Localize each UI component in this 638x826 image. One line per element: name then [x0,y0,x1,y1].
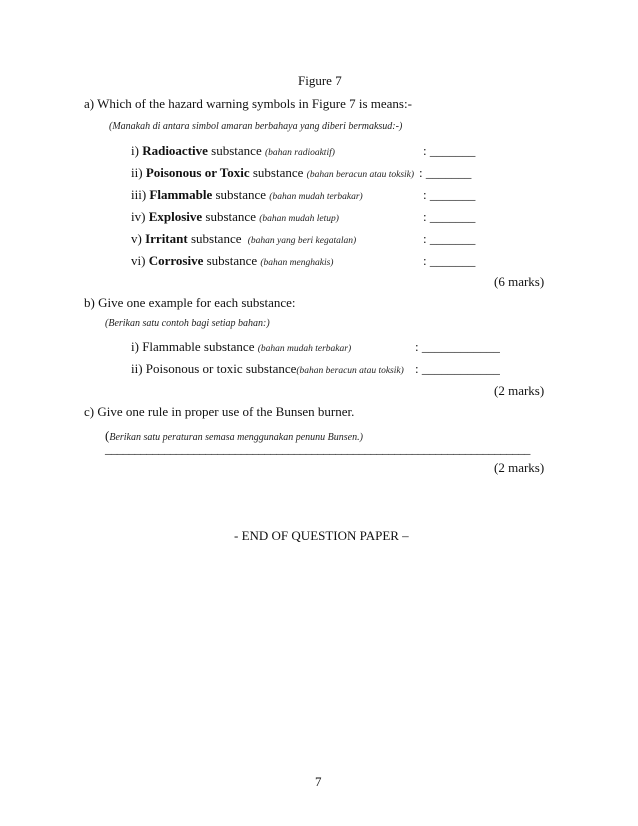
question-a-translation: (Manakah di antara simbol amaran berbahaya yang diberi bermaksud:-) [109,121,403,132]
item-suffix: substance [206,253,258,268]
item-number: i) [131,143,139,158]
question-a: a) Which of the hazard warning symbols in Figure 7 is means:- [84,96,412,111]
item-b-2 [131,361,404,377]
item-number: iv) [131,209,146,224]
item-suffix: substance [205,209,256,224]
answer-a-2: : _______ [419,165,472,180]
answer-a-5: : _______ [423,231,476,246]
item-malay: (bahan beracun atau toksik) [296,366,404,376]
marks-c: (2 marks) [494,460,545,475]
item-b-1 [131,339,351,355]
question-b: b) Give one example for each substance: [84,295,296,310]
answer-b-2: : ____________ [415,361,500,376]
paren-open: ( [105,428,110,443]
item-malay: (bahan mudah letup) [259,214,339,224]
answer-b-1: : ____________ [415,339,500,354]
item-malay: (bahan yang beri kegatalan) [247,236,357,246]
item-suffix: substance [215,187,267,202]
item-term: Irritant [145,231,188,246]
item-number: v) [131,231,142,246]
answer-a-4: : _______ [423,209,476,224]
translation-text: Berikan satu peraturan semasa menggunakan penunu Bunsen.) [109,432,363,443]
end-of-paper: - END OF QUESTION PAPER – [234,528,409,543]
item-malay: (bahan mudah terbakar) [257,344,352,354]
page-number: 7 [315,774,322,789]
item-term: Flammable [149,187,213,202]
item-term: Corrosive [148,253,204,268]
question-c: c) Give one rule in proper use of the Bunsen burner. [84,404,355,419]
item-a-1 [131,143,335,159]
item-term: Poisonous or Toxic [145,165,250,180]
marks-a: (6 marks) [494,274,545,289]
marks-b: (2 marks) [494,383,545,398]
item-malay: (bahan menghakis) [260,258,334,268]
item-number: ii) [131,165,143,180]
item-a-2 [131,165,414,181]
answer-a-3: : _______ [423,187,476,202]
item-label: i) Flammable substance [131,339,255,354]
item-term: Explosive [148,209,203,224]
item-a-6 [131,253,333,269]
item-number: iii) [131,187,147,202]
item-malay: (bahan radioaktif) [264,148,335,158]
answer-line-c: ________________________________________________________________________ [105,441,530,456]
item-term: Radioactive [142,143,208,158]
item-a-3 [131,187,363,203]
item-suffix: substance [211,143,262,158]
question-b-translation: (Berikan satu contoh bagi setiap bahan:) [105,318,270,329]
item-malay: (bahan mudah terbakar) [269,192,363,202]
figure-title: Figure 7 [298,73,342,88]
answer-a-1: : _______ [423,143,476,158]
answer-a-6: : _______ [423,253,476,268]
item-label: ii) Poisonous or toxic substance [131,361,297,376]
item-malay: (bahan beracun atau toksik) [306,170,415,180]
item-number: vi) [131,253,146,268]
item-suffix: substance [252,165,304,180]
item-suffix: substance [190,231,242,246]
item-a-4 [131,209,339,225]
item-a-5 [131,231,356,247]
